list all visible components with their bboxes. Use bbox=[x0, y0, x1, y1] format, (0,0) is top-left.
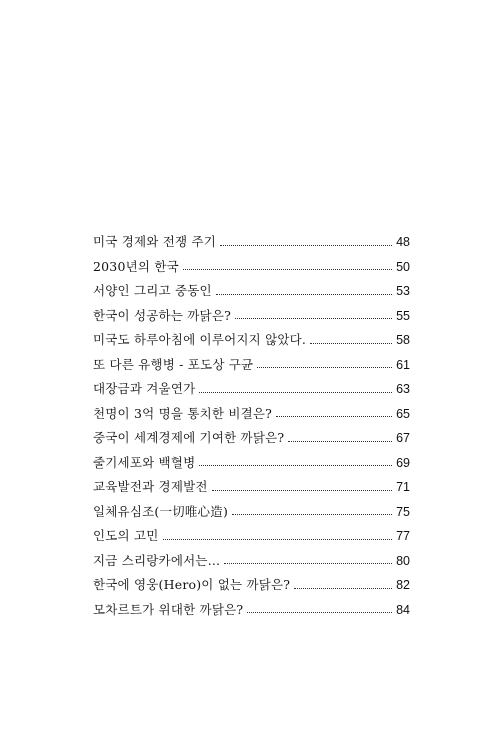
toc-entry-page: 53 bbox=[396, 284, 410, 298]
toc-entry[interactable] bbox=[93, 298, 410, 323]
toc-entry[interactable] bbox=[93, 567, 410, 592]
toc-entry[interactable] bbox=[93, 224, 410, 249]
toc-entry-title: 줄기세포와 백혈병 bbox=[93, 454, 196, 470]
dot-leader bbox=[235, 318, 392, 319]
toc-entry-title: 천명이 3억 명을 통치한 비결은? bbox=[93, 405, 273, 421]
toc-entry-page: 55 bbox=[396, 308, 410, 323]
toc-entry-page: 69 bbox=[396, 455, 410, 470]
toc-entry-title: 일체유심조(一切唯心造) bbox=[93, 503, 229, 519]
dot-leader bbox=[294, 588, 392, 589]
dot-leader bbox=[212, 490, 392, 491]
toc-entry-page: 82 bbox=[396, 578, 410, 592]
dot-leader bbox=[183, 269, 392, 270]
toc-entry[interactable] bbox=[93, 347, 410, 372]
toc-entry-page: 58 bbox=[396, 333, 410, 347]
toc-entry-page: 63 bbox=[396, 382, 410, 396]
toc-entry-title: 미국 경제와 전쟁 주기 bbox=[93, 234, 216, 249]
toc-entry-title: 지금 스리랑카에서는… bbox=[93, 552, 221, 568]
toc-entry-page: 75 bbox=[396, 504, 410, 519]
toc-entry-title: 대장금과 겨울연가 bbox=[93, 381, 196, 396]
dot-leader bbox=[257, 367, 392, 368]
toc-entry[interactable] bbox=[93, 518, 410, 543]
dot-leader bbox=[163, 539, 393, 540]
toc-entry[interactable] bbox=[93, 420, 410, 445]
toc-entry-page: 71 bbox=[396, 480, 410, 494]
toc-entry-page: 77 bbox=[396, 529, 410, 543]
toc-entry-title: 한국이 성공하는 까닭은? bbox=[93, 307, 231, 323]
dot-leader bbox=[288, 441, 392, 442]
toc-entry-title: 미국도 하루아침에 이루어지지 않았다. bbox=[93, 332, 307, 347]
dot-leader bbox=[220, 245, 392, 246]
toc-entry[interactable] bbox=[93, 249, 410, 274]
toc-entry-title: 또 다른 유행병 - 포도상 구균 bbox=[93, 356, 254, 372]
toc-entry[interactable] bbox=[93, 469, 410, 494]
toc-entry[interactable] bbox=[93, 494, 410, 519]
toc-entry-page: 80 bbox=[396, 553, 410, 568]
dot-leader bbox=[199, 465, 392, 466]
toc-entry[interactable] bbox=[93, 543, 410, 568]
dot-leader bbox=[224, 563, 392, 564]
toc-entry-page: 65 bbox=[396, 406, 410, 421]
toc-entry-page: 84 bbox=[396, 602, 410, 617]
toc-entry-title: 중국이 세계경제에 기여한 까닭은? bbox=[93, 430, 285, 445]
toc-entry[interactable] bbox=[93, 273, 410, 298]
dot-leader bbox=[232, 514, 392, 515]
toc-entry[interactable] bbox=[93, 322, 410, 347]
toc-entry-page: 67 bbox=[396, 431, 410, 445]
toc-entry-page: 48 bbox=[396, 235, 410, 249]
dot-leader bbox=[216, 294, 392, 295]
toc-entry[interactable] bbox=[93, 396, 410, 421]
toc-entry-page: 61 bbox=[396, 357, 410, 372]
toc-entry[interactable] bbox=[93, 445, 410, 470]
toc-entry-title: 모차르트가 위대한 까닭은? bbox=[93, 601, 244, 617]
table-of-contents bbox=[93, 224, 410, 616]
toc-entry[interactable] bbox=[93, 592, 410, 617]
toc-entry[interactable] bbox=[93, 371, 410, 396]
toc-entry-title: 서양인 그리고 중동인 bbox=[93, 283, 212, 298]
dot-leader bbox=[247, 612, 392, 613]
toc-entry-title: 2030년의 한국 bbox=[93, 258, 179, 274]
toc-entry-page: 50 bbox=[396, 259, 410, 274]
toc-entry-title: 한국에 영웅(Hero)이 없는 까닭은? bbox=[93, 577, 291, 592]
dot-leader bbox=[199, 392, 392, 393]
toc-entry-title: 인도의 고민 bbox=[93, 528, 159, 543]
toc-entry-title: 교육발전과 경제발전 bbox=[93, 479, 208, 494]
dot-leader bbox=[310, 343, 392, 344]
dot-leader bbox=[276, 416, 392, 417]
